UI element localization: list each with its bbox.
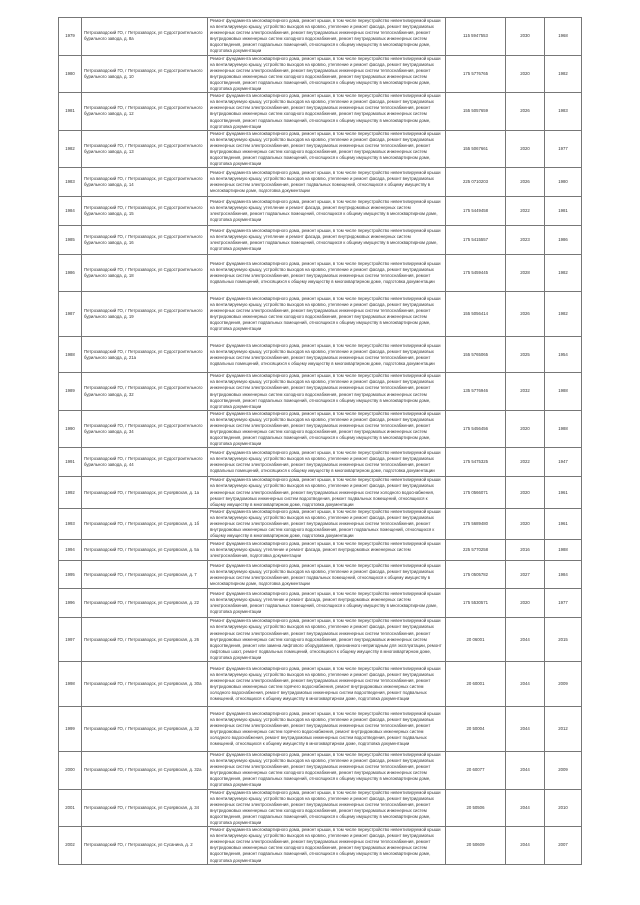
row-number: 1989: [59, 373, 82, 411]
row-cost: 175 5456456: [446, 410, 506, 448]
row-cost: 175 5449458: [446, 197, 506, 226]
row-address: Петрозаводский ГО, г Петрозаводск, ул Судостроительного бурильного завода, д. 44: [82, 448, 208, 477]
row-plan-year: 2032: [506, 373, 545, 411]
row-number: 2001: [59, 789, 82, 827]
row-build-year: 1977: [545, 130, 582, 168]
row-address: Петрозаводский ГО, г Петрозаводск, ул Суоярвская, д. 32а: [82, 751, 208, 789]
row-address: Петрозаводский ГО, г Петрозаводск, ул Суоярвская, д. 1б: [82, 508, 208, 539]
row-work-list: Ремонт фундамента многоквартирного дома, ремонт крыши, в том числе переустройство невентилируемой крыши на вентилируемую крышу, устройство выходов на кровлю, утепление и ремонт фасада, ремонт внутридомовых инженерных систем электроснабжения, ремонт внутридомовых инженерных систем теплоснабжения, ремонт внутридомовых инженерных систем холодного водоснабжения, ремонт внутридомовых инженерных систем водоотведения, ремонт подвальных помещений, относящихся к общему имуществу в многоквартирном доме, подготовка документации: [208, 93, 446, 131]
row-build-year: 1982: [545, 55, 582, 93]
row-work-list: Ремонт фундамента многоквартирного дома, ремонт крыши, в том числе переустройство невентилируемой крыши на вентилируемую крышу, устройство выходов на кровлю, утепление и ремонт фасада, ремонт внутридомовых инженерных систем электроснабжения, ремонт внутридомовых инженерных систем теплоснабжения, ремонт внутридомовых инженерных систем холодного водоснабжения, ремонт внутридомовых инженерных систем водоотведения, ремонт подвальных помещений, относящихся к общему имуществу в многоквартирном доме, подготовка документации: [208, 827, 446, 865]
row-number: 1992: [59, 477, 82, 508]
row-address: Петрозаводский ГО, г Петрозаводск, ул Судостроительного бурильного завода, д. 15: [82, 197, 208, 226]
row-work-list: Ремонт фундамента многоквартирного дома, ремонт крыши, в том числе переустройство невентилируемой крыши на вентилируемую крышу, утепление и ремонт фасада, ремонт внутридомовых инженерных систем электроснабжения, ремонт подвальных помещений, относящихся к общему имуществу в многоквартирном доме, подготовка документации: [208, 226, 446, 255]
row-cost: 155 5057659: [446, 93, 506, 131]
row-number: 1982: [59, 130, 82, 168]
row-work-list: Ремонт фундамента многоквартирного дома, ремонт крыши, в том числе переустройство невентилируемой крыши на вентилируемую крышу, устройство выходов на кровлю, утепление и ремонт фасада, ремонт внутридомовых инженерных систем электроснабжения, ремонт подвальных помещений, относящихся к общему имуществу в многоквартирном доме, подготовка документации: [208, 168, 446, 197]
row-work-list: Ремонт фундамента многоквартирного дома, ремонт крыши, в том числе переустройство невентилируемой крыши на вентилируемую крышу, утепление и ремонт фасада, ремонт внутридомовых инженерных систем электроснабжения, подготовка документации: [208, 540, 446, 561]
row-cost: 20 50004: [446, 706, 506, 751]
row-plan-year: 2044: [506, 661, 545, 706]
table-row: [59, 292, 582, 337]
row-build-year: 1988: [545, 373, 582, 411]
row-cost: 175 5776765: [446, 55, 506, 93]
row-build-year: 1982: [545, 255, 582, 292]
row-build-year: 1984: [545, 561, 582, 589]
row-number: 1983: [59, 168, 82, 197]
row-build-year: 2015: [545, 618, 582, 662]
row-number: 2000: [59, 751, 82, 789]
table-row: [59, 561, 582, 589]
row-address: Петрозаводский ГО, г Петрозаводск, ул Суоярвская, д. 1а: [82, 477, 208, 508]
row-work-list: Ремонт фундамента многоквартирного дома, ремонт крыши, в том числе переустройство невентилируемой крыши на вентилируемую крышу, устройство выходов на кровлю, утепление и ремонт фасада, ремонт внутридомовых инженерных систем электроснабжения, ремонт внутридомовых инженерных систем теплоснабжения, ремонт внутридомовых инженерных систем холодного водоснабжения, ремонт внутридомовых инженерных систем водоотведения, ремонт подвальных помещений, относящихся к общему имуществу в многоквартирном доме, подготовка документации: [208, 751, 446, 789]
table-row: [59, 706, 582, 751]
row-plan-year: 2020: [506, 589, 545, 618]
row-work-list: Ремонт фундамента многоквартирного дома, ремонт крыши, в том числе переустройство невентилируемой крыши на вентилируемую крышу, устройство выходов на кровлю, утепление и ремонт фасада, ремонт внутридомовых инженерных систем электроснабжения, ремонт внутридомовых инженерных систем теплоснабжения, ремонт внутридомовых инженерных систем холодного водоснабжения, ремонт внутридомовых инженерных систем водоотведения, ремонт подвальных помещений, относящихся к общему имуществу в многоквартирном доме, подготовка документации: [208, 789, 446, 827]
row-cost: 175 5530571: [446, 589, 506, 618]
row-plan-year: 2022: [506, 197, 545, 226]
row-address: Петрозаводский ГО, г Петрозаводск, ул Суоярвская, д. 22: [82, 589, 208, 618]
table-row: [59, 410, 582, 448]
row-cost: 155 5765065: [446, 337, 506, 373]
table-row: [59, 540, 582, 561]
row-work-list: Ремонт фундамента многоквартирного дома, ремонт крыши, в том числе переустройство невентилируемой крыши на вентилируемую крышу, устройство выходов на кровлю, утепление и ремонт фасада, ремонт внутридомовых инженерных систем электроснабжения, ремонт подвальных помещений, относящихся к общему имуществу в многоквартирном доме, подготовка документации: [208, 561, 446, 589]
row-work-list: Ремонт фундамента многоквартирного дома, ремонт крыши, в том числе переустройство невентилируемой крыши на вентилируемую крышу, устройство выходов на кровлю, утепление и ремонт фасада, ремонт внутридомовых инженерных систем электроснабжения, ремонт внутридомовых инженерных систем теплоснабжения, ремонт внутридомовых инженерных систем холодного водоснабжения, ремонт внутридомовых инженерных систем водоотведения, ремонт подвальных помещений, относящихся к общему имуществу в многоквартирном доме, подготовка документации: [208, 130, 446, 168]
row-build-year: 1961: [545, 508, 582, 539]
table-row: [59, 55, 582, 93]
row-number: 1999: [59, 706, 82, 751]
row-build-year: 1981: [545, 197, 582, 226]
row-address: Петрозаводский ГО, г Петрозаводск, ул Судостроительного бурильного завода, д. 12: [82, 93, 208, 131]
row-number: 1998: [59, 661, 82, 706]
row-build-year: 1986: [545, 226, 582, 255]
row-plan-year: 2020: [506, 55, 545, 93]
row-cost: 175 0505782: [446, 561, 506, 589]
row-build-year: 1982: [545, 292, 582, 337]
row-build-year: 2007: [545, 827, 582, 865]
row-work-list: Ремонт фундамента многоквартирного дома, ремонт крыши, в том числе переустройство невентилируемой крыши на вентилируемую крышу, устройство выходов на кровлю, утепление и ремонт фасада, ремонт внутридомовых инженерных систем электроснабжения, ремонт внутридомовых инженерных систем теплоснабжения, ремонт внутридомовых инженерных систем холодного водоснабжения, ремонт внутридомовых инженерных систем водоотведения, ремонт подвальных помещений, относящихся к общему имуществу в многоквартирном доме, подготовка документации: [208, 18, 446, 56]
repair-program-table: [58, 17, 582, 865]
row-cost: 20 60077: [446, 751, 506, 789]
table-row: [59, 373, 582, 411]
table-body: [59, 18, 582, 865]
row-number: 1986: [59, 255, 82, 292]
row-address: Петрозаводский ГО, г Петрозаводск, ул Судостроительного бурильного завода, д. 32: [82, 373, 208, 411]
table-row: [59, 93, 582, 131]
row-plan-year: 2026: [506, 93, 545, 131]
row-work-list: Ремонт фундамента многоквартирного дома, ремонт крыши, в том числе переустройство невентилируемой крыши на вентилируемую крышу, устройство выходов на кровлю, утепление и ремонт фасада, ремонт внутридомовых инженерных систем электроснабжения, ремонт внутридомовых инженерных систем теплоснабжения, ремонт внутридомовых инженерных систем холодного водоснабжения, ремонт внутридомовых инженерных систем водоотведения, ремонт подвальных помещений, относящихся к общему имуществу в многоквартирном доме, подготовка документации: [208, 292, 446, 337]
table-row: [59, 477, 582, 508]
table-row: [59, 197, 582, 226]
row-cost: 175 5459445: [446, 255, 506, 292]
row-build-year: 1954: [545, 337, 582, 373]
row-cost: 115 5947553: [446, 18, 506, 56]
row-number: 1995: [59, 561, 82, 589]
row-address: Петрозаводский ГО, г Петрозаводск, ул Суоярвская, д. 5а: [82, 540, 208, 561]
row-number: 2002: [59, 827, 82, 865]
row-cost: 155 5067661: [446, 130, 506, 168]
row-number: 1997: [59, 618, 82, 662]
row-plan-year: 2044: [506, 706, 545, 751]
row-number: 1993: [59, 508, 82, 539]
row-cost: 20 50506: [446, 789, 506, 827]
row-cost: 175 5415557: [446, 226, 506, 255]
table-row: [59, 589, 582, 618]
row-build-year: 2009: [545, 751, 582, 789]
row-address: Петрозаводский ГО, г Петрозаводск, ул Судостроительного бурильного завода, д. 13: [82, 130, 208, 168]
row-work-list: Ремонт фундамента многоквартирного дома, ремонт крыши, в том числе переустройство невентилируемой крыши на вентилируемую крышу, устройство выходов на кровлю, утепление и ремонт фасада, ремонт внутридомовых инженерных систем электроснабжения, ремонт внутридомовых инженерных систем теплоснабжения, ремонт подвальных помещений, относящихся к общему имуществу в многоквартирном доме, подготовка документации: [208, 448, 446, 477]
row-plan-year: 2044: [506, 789, 545, 827]
row-address: Петрозаводский ГО, г Петрозаводск, ул Судостроительного бурильного завода, д. 16: [82, 226, 208, 255]
row-build-year: 1947: [545, 448, 582, 477]
row-number: 1990: [59, 410, 82, 448]
row-address: Петрозаводский ГО, г Петрозаводск, ул Судостроительного бурильного завода, д. 21а: [82, 337, 208, 373]
row-number: 1991: [59, 448, 82, 477]
row-cost: 155 5056414: [446, 292, 506, 337]
row-cost: 20 50609: [446, 827, 506, 865]
row-plan-year: 2044: [506, 827, 545, 865]
row-address: Петрозаводский ГО, г Петрозаводск, ул Судостроительного бурильного завода, д. 10: [82, 55, 208, 93]
row-cost: 225 0710203: [446, 168, 506, 197]
row-build-year: 1983: [545, 93, 582, 131]
row-work-list: Ремонт фундамента многоквартирного дома, ремонт крыши, в том числе переустройство невентилируемой крыши на вентилируемую крышу, устройство выходов на кровлю, утепление и ремонт фасада, ремонт внутридомовых инженерных систем электроснабжения, ремонт внутридомовых инженерных систем теплоснабжения, ремонт внутридомовых инженерных систем холодного водоснабжения, ремонт подвальных помещений, относящихся к общему имуществу в многоквартирном доме, подготовка документации: [208, 508, 446, 539]
table-row: [59, 18, 582, 56]
table-row: [59, 618, 582, 662]
row-plan-year: 2025: [506, 337, 545, 373]
row-address: Петрозаводский ГО, г Петрозаводск, ул Судостроительного бурильного завода, д. 19: [82, 292, 208, 337]
row-number: 1994: [59, 540, 82, 561]
row-cost: 175 5475325: [446, 448, 506, 477]
row-number: 1987: [59, 292, 82, 337]
row-plan-year: 2020: [506, 410, 545, 448]
row-plan-year: 2044: [506, 751, 545, 789]
row-work-list: Ремонт фундамента многоквартирного дома, ремонт крыши, в том числе переустройство невентилируемой крыши на вентилируемую крышу, устройство выходов на кровлю, утепление и ремонт фасада, ремонт внутридомовых инженерных систем электроснабжения, ремонт внутридомовых инженерных систем теплоснабжения, ремонт внутридомовых инженерных систем холодного водоснабжения, ремонт внутридомовых инженерных систем водоотведения, ремонт подвальных помещений, относящихся к общему имуществу в многоквартирном доме, подготовка документации: [208, 373, 446, 411]
row-plan-year: 2022: [506, 448, 545, 477]
table-row: [59, 789, 582, 827]
row-cost: 175 5689480: [446, 508, 506, 539]
row-address: Петрозаводский ГО, г Петрозаводск, ул Судостроительного бурильного завода, д. 34: [82, 410, 208, 448]
row-build-year: 1980: [545, 168, 582, 197]
row-work-list: Ремонт фундамента многоквартирного дома, ремонт крыши, в том числе переустройство невентилируемой крыши на вентилируемую крышу, устройство выходов на кровлю, утепление и ремонт фасада, ремонт внутридомовых инженерных систем электроснабжения, ремонт внутридомовых инженерных систем холодного водоснабжения, ремонт внутридомовых инженерных систем водоотведения, ремонт подвальных помещений, относящихся к общему имуществу в многоквартирном доме, подготовка документации: [208, 477, 446, 508]
table-row: [59, 255, 582, 292]
row-work-list: Ремонт фундамента многоквартирного дома, ремонт крыши, в том числе переустройство невентилируемой крыши на вентилируемую крышу, устройство выходов на кровлю, утепление и ремонт фасада, ремонт внутридомовых инженерных систем электроснабжения, ремонт внутридомовых инженерных систем теплоснабжения, ремонт внутридомовых инженерных систем холодного водоснабжения, ремонт внутридомовых инженерных систем водоотведения, ремонт подвальных помещений, относящихся к общему имуществу в многоквартирном доме, подготовка документации: [208, 410, 446, 448]
row-build-year: 2010: [545, 789, 582, 827]
row-build-year: 1961: [545, 477, 582, 508]
table-row: [59, 751, 582, 789]
row-number: 1988: [59, 337, 82, 373]
row-work-list: Ремонт фундамента многоквартирного дома, ремонт крыши, в том числе переустройство невентилируемой крыши на вентилируемую крышу, устройство выходов на кровлю, утепление и ремонт фасада, ремонт внутридомовых инженерных систем электроснабжения, ремонт внутридомовых инженерных систем теплоснабжения, ремонт подвальных помещений, относящихся к общему имуществу в многоквартирном доме, подготовка документации: [208, 255, 446, 292]
row-cost: 20 06001: [446, 618, 506, 662]
row-cost: 175 0566071: [446, 477, 506, 508]
row-plan-year: 2020: [506, 477, 545, 508]
row-address: Петрозаводский ГО, г Петрозаводск, ул Суоярвская, д. 30а: [82, 661, 208, 706]
row-cost: 20 60001: [446, 661, 506, 706]
row-address: Петрозаводский ГО, г Петрозаводск, ул Суоярвская, д. 34: [82, 789, 208, 827]
table-row: [59, 508, 582, 539]
row-plan-year: 2020: [506, 508, 545, 539]
row-address: Петрозаводский ГО, г Петрозаводск, ул Суоярвская, д. 32: [82, 706, 208, 751]
row-plan-year: 2044: [506, 618, 545, 662]
row-address: Петрозаводский ГО, г Петрозаводск, ул Судостроительного бурильного завода, д. 8а: [82, 18, 208, 56]
row-number: 1985: [59, 226, 82, 255]
table-row: [59, 337, 582, 373]
row-number: 1996: [59, 589, 82, 618]
row-address: Петрозаводский ГО, г Петрозаводск, ул Судостроительного бурильного завода, д. 18: [82, 255, 208, 292]
row-plan-year: 2023: [506, 226, 545, 255]
row-build-year: 1968: [545, 18, 582, 56]
row-work-list: Ремонт фундамента многоквартирного дома, ремонт крыши, в том числе переустройство невентилируемой крыши на вентилируемую крышу, устройство выходов на кровлю, утепление и ремонт фасада, ремонт внутридомовых инженерных систем электроснабжения, ремонт внутридомовых инженерных систем теплоснабжения, ремонт внутридомовых инженерных систем холодного водоснабжения, ремонт внутридомовых инженерных систем водоотведения, ремонт подвальных помещений, относящихся к общему имуществу в многоквартирном доме, подготовка документации: [208, 55, 446, 93]
row-cost: 225 5770258: [446, 540, 506, 561]
row-address: Петрозаводский ГО, г Петрозаводск, ул Суоярвская, д. 26: [82, 618, 208, 662]
table-row: [59, 168, 582, 197]
table-row: [59, 448, 582, 477]
row-plan-year: 2028: [506, 255, 545, 292]
row-build-year: 2009: [545, 661, 582, 706]
row-work-list: Ремонт фундамента многоквартирного дома, ремонт крыши, в том числе переустройство невентилируемой крыши на вентилируемую крышу, устройство выходов на кровлю, утепление и ремонт фасада, ремонт внутридомовых инженерных систем электроснабжения, ремонт внутридомовых инженерных систем теплоснабжения, ремонт внутридомовых инженерных систем горячего водоснабжения, ремонт внутридомовых инженерных систем холодного водоснабжения, ремонт внутридомовых инженерных систем водоотведения, ремонт подвальных помещений, относящихся к общему имуществу в многоквартирном доме, подготовка документации: [208, 706, 446, 751]
table-row: [59, 226, 582, 255]
row-plan-year: 2016: [506, 540, 545, 561]
document-page: [58, 17, 581, 865]
row-address: Петрозаводский ГО, г Петрозаводск, ул Судостроительного бурильного завода, д. 14: [82, 168, 208, 197]
row-build-year: 1988: [545, 410, 582, 448]
row-address: Петрозаводский ГО, г Петрозаводск, ул Сусанина, д. 2: [82, 827, 208, 865]
table-row: [59, 130, 582, 168]
row-number: 1979: [59, 18, 82, 56]
row-work-list: Ремонт фундамента многоквартирного дома, ремонт крыши, в том числе переустройство невентилируемой крыши на вентилируемую крышу, утепление и ремонт фасада, ремонт внутридомовых инженерных систем электроснабжения, ремонт подвальных помещений, относящихся к общему имуществу в многоквартирном доме, подготовка документации: [208, 197, 446, 226]
row-work-list: Ремонт фундамента многоквартирного дома, ремонт крыши, в том числе переустройство невентилируемой крыши на вентилируемую крышу, устройство выходов на кровлю, утепление и ремонт фасада, ремонт внутридомовых инженерных систем электроснабжения, ремонт внутридомовых инженерных систем теплоснабжения, ремонт подвальных помещений, относящихся к общему имуществу в многоквартирном доме, подготовка документации: [208, 337, 446, 373]
row-work-list: Ремонт фундамента многоквартирного дома, ремонт крыши, в том числе переустройство невентилируемой крыши на вентилируемую крышу, устройство выходов на кровлю, утепление и ремонт фасада, ремонт внутридомовых инженерных систем электроснабжения, ремонт внутридомовых инженерных систем теплоснабжения, ремонт внутридомовых инженерных систем холодного водоснабжения, ремонт внутридомовых инженерных систем водоотведения, ремонт или замена лифтового оборудования, признанного непригодным для эксплуатации, ремонт лифтовых шахт, ремонт подвальных помещений, относящихся к общему имуществу в многоквартирном доме, подготовка документации: [208, 618, 446, 662]
row-plan-year: 2026: [506, 168, 545, 197]
row-cost: 135 5776946: [446, 373, 506, 411]
row-plan-year: 2020: [506, 130, 545, 168]
row-plan-year: 2030: [506, 18, 545, 56]
row-work-list: Ремонт фундамента многоквартирного дома, ремонт крыши, в том числе переустройство невентилируемой крыши на вентилируемую крышу, утепление и ремонт фасада, ремонт внутридомовых инженерных систем электроснабжения, ремонт подвальных помещений, относящихся к общему имуществу в многоквартирном доме, подготовка документации: [208, 589, 446, 618]
row-build-year: 1988: [545, 540, 582, 561]
row-build-year: 1977: [545, 589, 582, 618]
row-number: 1980: [59, 55, 82, 93]
row-build-year: 2012: [545, 706, 582, 751]
table-row: [59, 827, 582, 865]
row-number: 1981: [59, 93, 82, 131]
row-plan-year: 2027: [506, 561, 545, 589]
row-number: 1984: [59, 197, 82, 226]
row-work-list: Ремонт фундамента многоквартирного дома, ремонт крыши, в том числе переустройство невентилируемой крыши на вентилируемую крышу, устройство выходов на кровлю, утепление и ремонт фасада, ремонт внутридомовых инженерных систем электроснабжения, ремонт внутридомовых инженерных систем теплоснабжения, ремонт внутридомовых инженерных систем горячего водоснабжения, ремонт внутридомовых инженерных систем холодного водоснабжения, ремонт внутридомовых инженерных систем водоотведения, ремонт подвальных помещений, относящихся к общему имуществу в многоквартирном доме, подготовка документации: [208, 661, 446, 706]
row-plan-year: 2026: [506, 292, 545, 337]
row-address: Петрозаводский ГО, г Петрозаводск, ул Суоярвская, д. 7: [82, 561, 208, 589]
table-row: [59, 661, 582, 706]
